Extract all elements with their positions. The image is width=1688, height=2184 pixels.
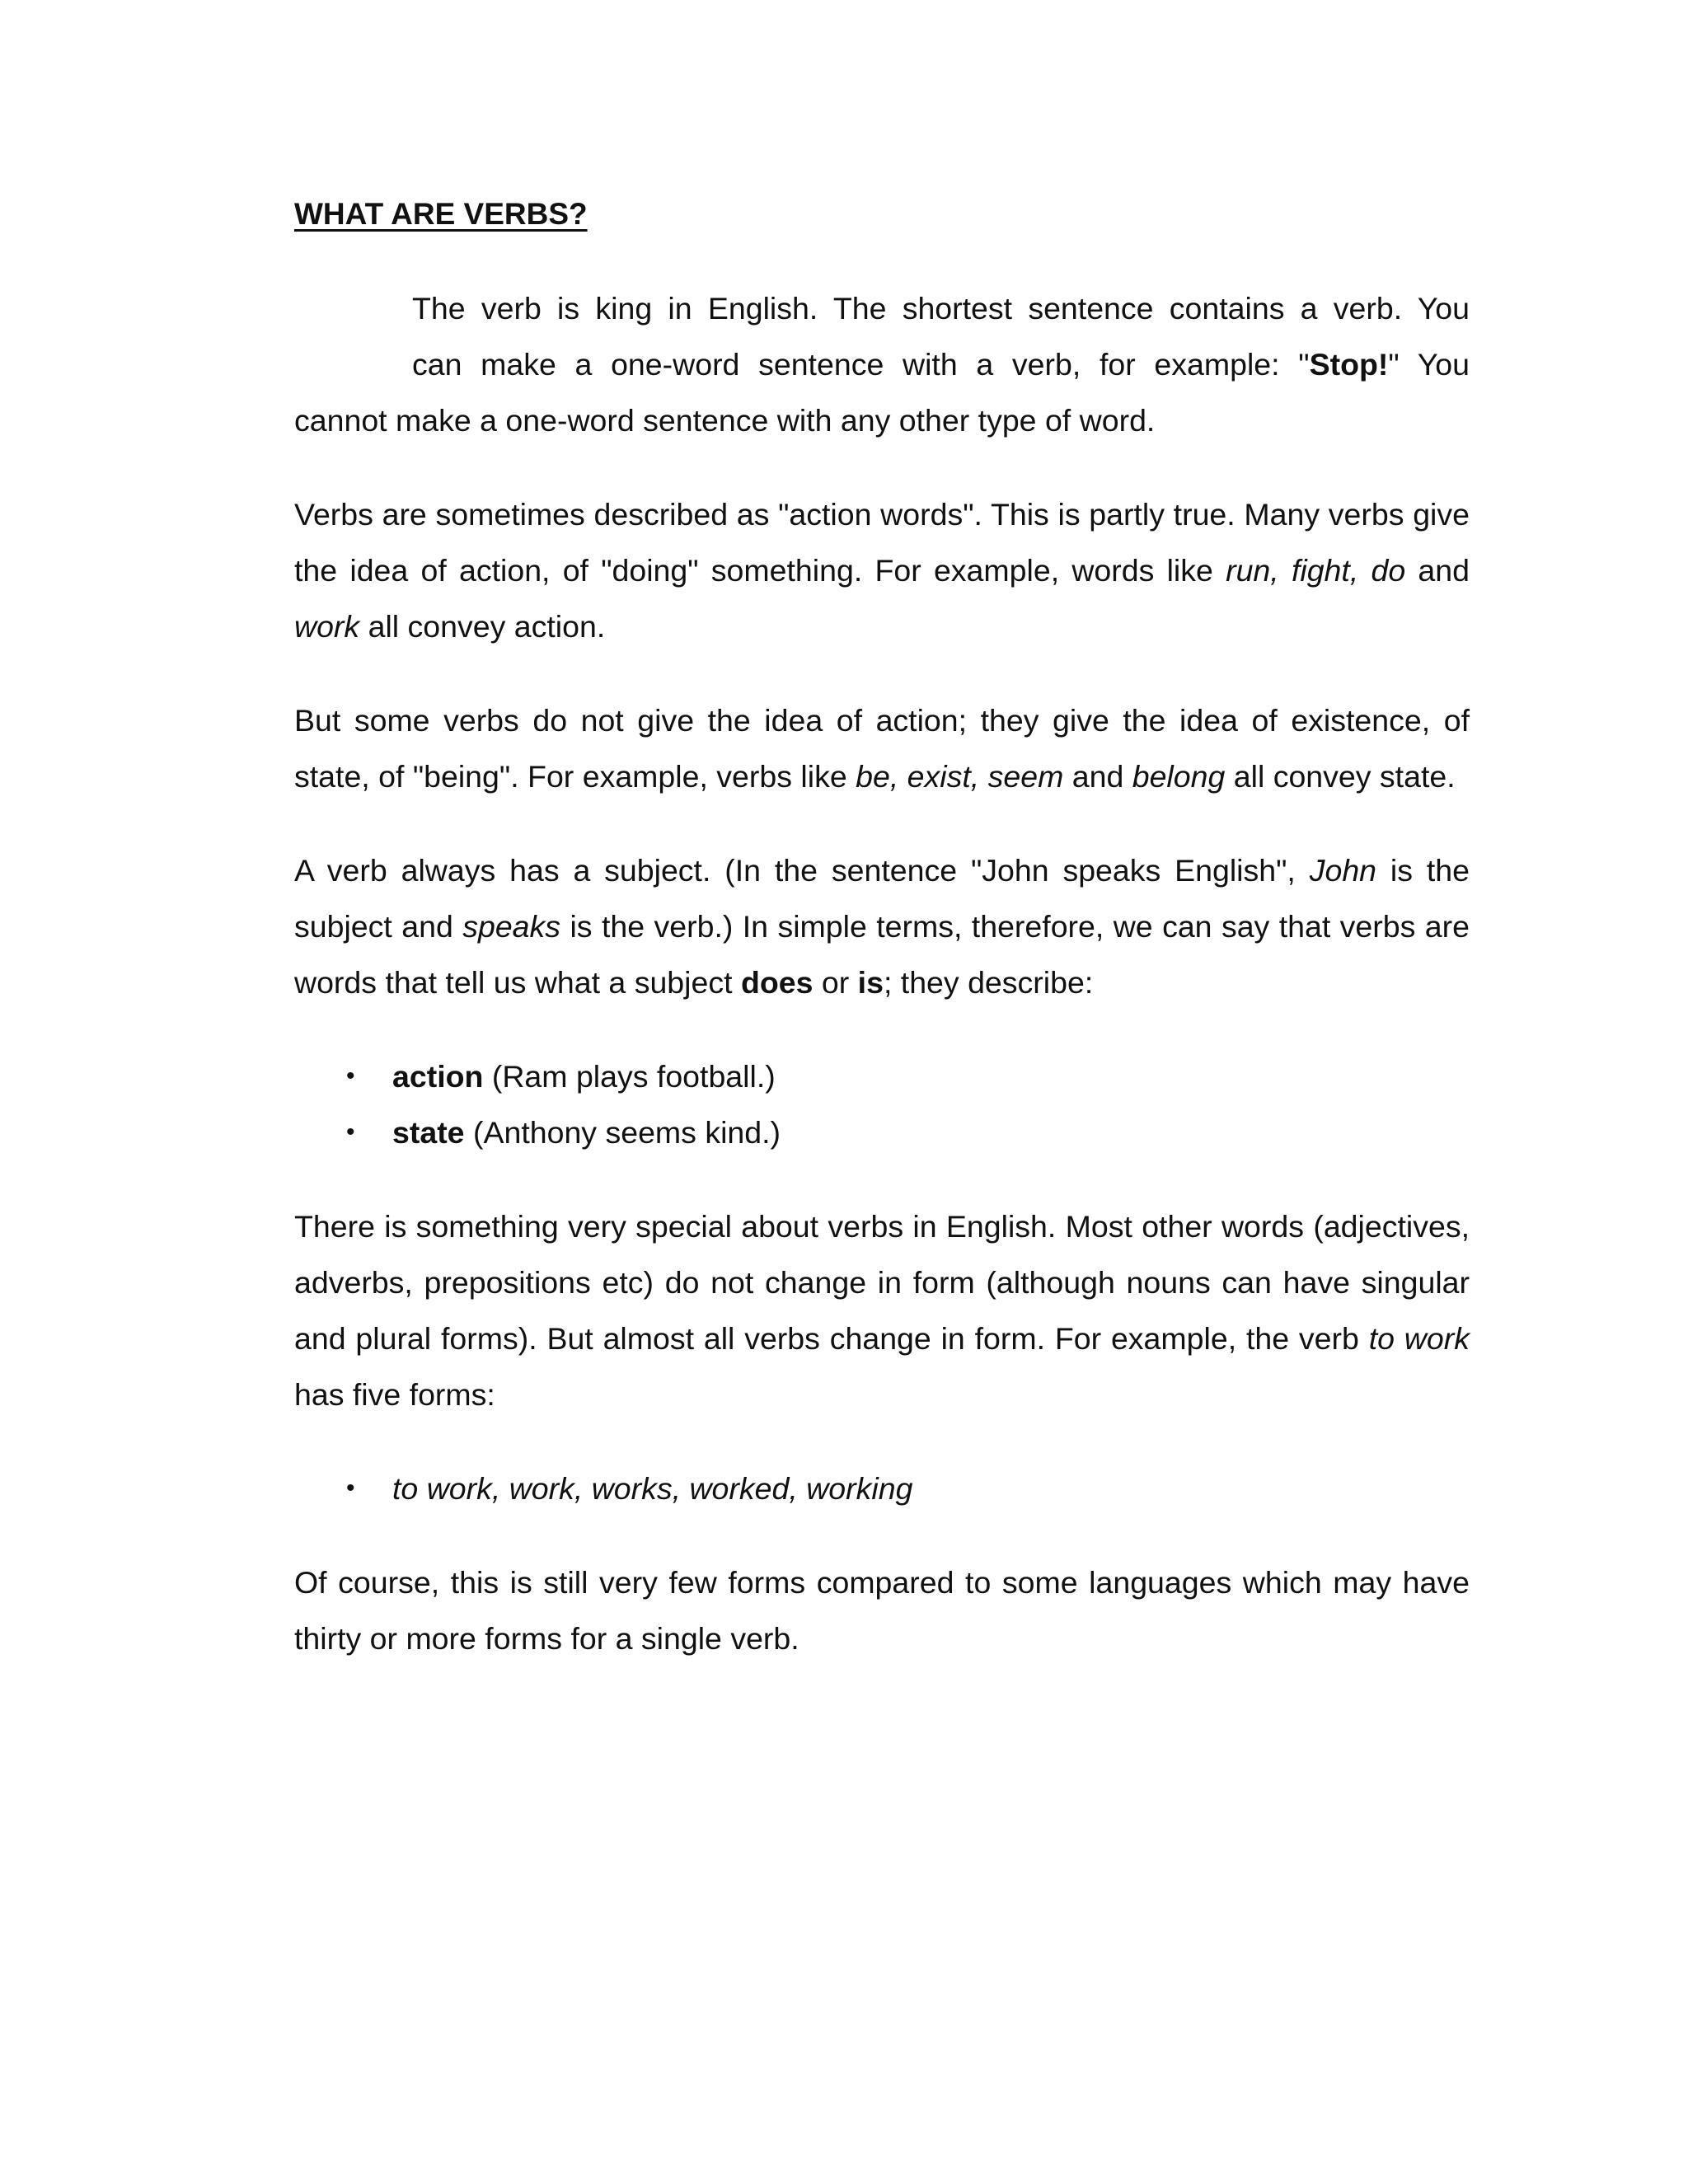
text-run: is the subject and [294, 853, 1470, 944]
text-run: or [813, 965, 858, 1000]
text-run: But some verbs do not give the idea of action; they give the idea of existence, of state, of "being". For example, verbs like [294, 703, 1470, 794]
intro-line-2 [412, 336, 1470, 392]
intro-line-3: cannot make a one-word sentence with any other type of word. [294, 403, 1156, 438]
list-term: action [392, 1059, 484, 1094]
italic-example: speaks [462, 909, 561, 944]
italic-example: be, exist, seem [856, 759, 1064, 794]
list-text: to work, work, works, worked, working [392, 1471, 913, 1506]
verb-forms-list [294, 1460, 1470, 1516]
intro-line-1: The verb is king in English. The shortest sentence contains a verb. You [412, 291, 1470, 326]
text-run: There is something very special about verbs in English. Most other words (adjectives, adverbs, prepositions etc) do not change in form (although nouns can have singular and plural forms). But almost all verbs change in form. For example, the verb [294, 1209, 1470, 1356]
bullet-icon: • [346, 1118, 355, 1146]
list-text: (Ram plays football.) [483, 1059, 776, 1094]
text-run: and [1063, 759, 1132, 794]
verb-forms-paragraph [294, 1198, 1470, 1422]
list-item [294, 1048, 1470, 1104]
closing-paragraph: Of course, this is still very few forms compared to some languages which may have thirty or more forms for a single verb. [294, 1565, 1470, 1656]
state-verbs-paragraph [294, 692, 1470, 804]
italic-example: work [294, 609, 360, 644]
list-term: state [392, 1115, 465, 1150]
action-words-paragraph [294, 486, 1470, 654]
intro-line-2-post: " You [1388, 347, 1470, 382]
italic-example: belong [1132, 759, 1226, 794]
list-text: (Anthony seems kind.) [464, 1115, 781, 1150]
text-run: ; they describe: [883, 965, 1094, 1000]
intro-line-2-pre: can make a one-word sentence with a verb, for example: " [412, 347, 1310, 382]
text-run: all convey action. [359, 609, 606, 644]
italic-example: John [1309, 853, 1377, 888]
document-page [294, 194, 1470, 1666]
verb-kinds-list [294, 1048, 1470, 1160]
intro-paragraph [294, 280, 1470, 448]
list-item [294, 1460, 1470, 1516]
subject-paragraph [294, 842, 1470, 1010]
bold-term: does [740, 965, 814, 1000]
text-run: has five forms: [294, 1377, 495, 1412]
text-run: Verbs are sometimes described as "action words". This is partly true. Many verbs give the idea of action, of "doing" something. For example, words like [294, 497, 1470, 588]
bold-term: is [857, 965, 884, 1000]
text-run: A verb always has a subject. (In the sentence "John speaks English", [294, 853, 1310, 888]
list-item [294, 1104, 1470, 1160]
page-title: WHAT ARE VERBS? [294, 197, 588, 231]
bullet-icon: • [346, 1474, 355, 1502]
italic-example: to work [1368, 1321, 1470, 1356]
italic-example: run, fight, do [1226, 553, 1406, 588]
text-run: and [1405, 553, 1470, 588]
stop-example: Stop! [1309, 347, 1389, 382]
text-run: is the verb.) In simple terms, therefore, we can say that verbs are words that tell us what a subject [294, 909, 1470, 1000]
bullet-icon: • [346, 1062, 355, 1090]
text-run: all convey state. [1225, 759, 1456, 794]
